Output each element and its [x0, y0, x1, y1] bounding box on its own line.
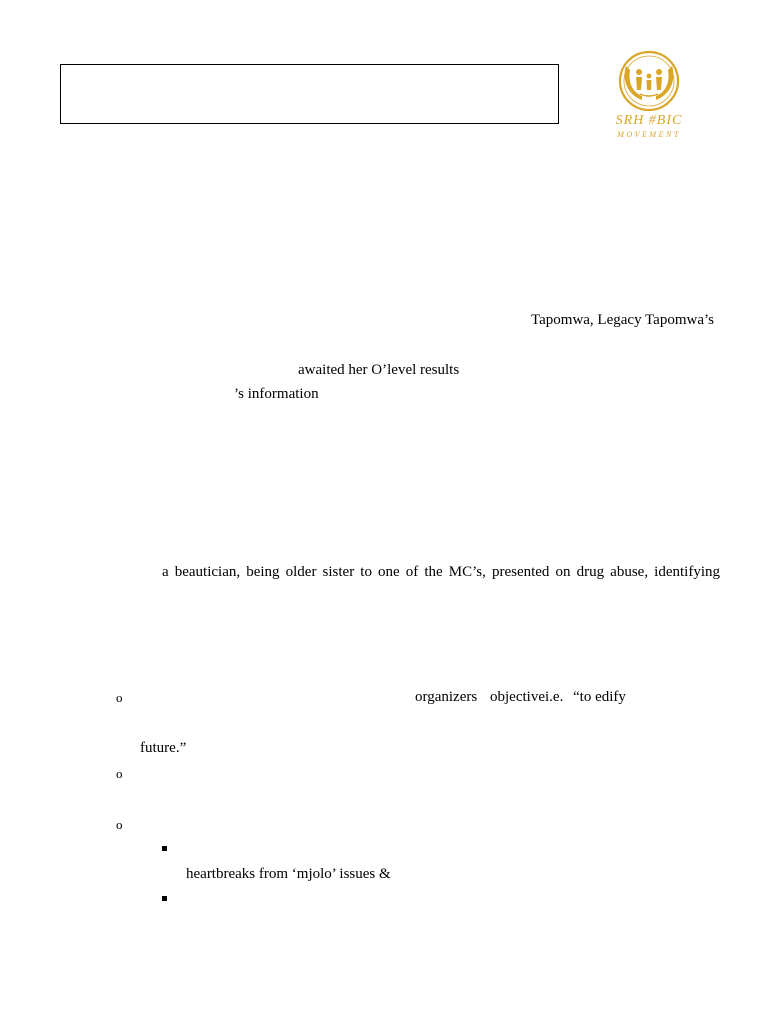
title-box [60, 64, 559, 124]
logo [606, 50, 692, 142]
text-beautician: a beautician, being older sister to one of the MC’s, presented on drug abuse, identifying [162, 564, 720, 580]
text-ie: i.e. [545, 689, 564, 705]
bullet-square [162, 896, 167, 901]
logo-text-line1: SRH #BIC [615, 113, 683, 128]
bullet-circle: o [116, 817, 123, 832]
text-heartbreaks: heartbreaks from ‘mjolo’ issues & [186, 866, 391, 882]
text-organizers: organizers [415, 689, 478, 705]
text-tapomwa: Tapomwa, Legacy Tapomwa’s [531, 312, 714, 328]
logo-text-line2: MOVEMENT [617, 130, 681, 139]
text-information: ’s information [234, 386, 319, 402]
text-objective: objective [490, 689, 545, 705]
text-future: future.” [140, 740, 187, 756]
bullet-circle: o [116, 690, 123, 705]
bullet-circle: o [116, 766, 123, 781]
bullet-square [162, 846, 167, 851]
text-awaited-results: awaited her O’level results [298, 362, 460, 378]
text-to-edify: “to edify [573, 689, 626, 705]
hands-holding-family-icon [606, 50, 692, 112]
